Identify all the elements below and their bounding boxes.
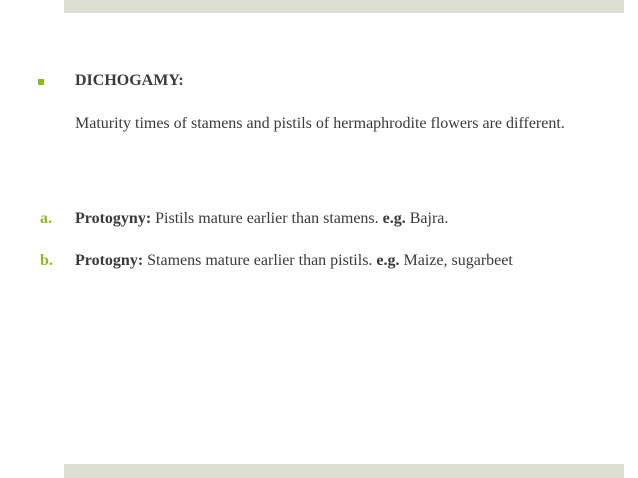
bottom-decorative-band xyxy=(64,464,624,478)
term-description: Stamens mature earlier than pistils. xyxy=(143,252,377,269)
term-description: Pistils mature earlier than stamens. xyxy=(151,210,383,227)
list-marker: b. xyxy=(40,252,53,269)
term-label: Protogny: xyxy=(75,252,144,269)
list-item-text xyxy=(75,210,448,228)
example-text: Bajra. xyxy=(405,210,449,227)
example-label: e.g. xyxy=(382,210,406,227)
definition-paragraph: Maturity times of stamens and pistils of hermaphrodite flowers are different. xyxy=(75,115,565,132)
term-label: Protogyny: xyxy=(75,210,152,227)
list-marker: a. xyxy=(40,210,52,227)
example-text: Maize, sugarbeet xyxy=(399,252,513,269)
top-decorative-band xyxy=(64,0,624,13)
list-item-text xyxy=(75,252,513,270)
example-label: e.g. xyxy=(376,252,400,269)
section-heading: DICHOGAMY: xyxy=(75,72,184,89)
square-bullet-icon xyxy=(38,79,44,85)
